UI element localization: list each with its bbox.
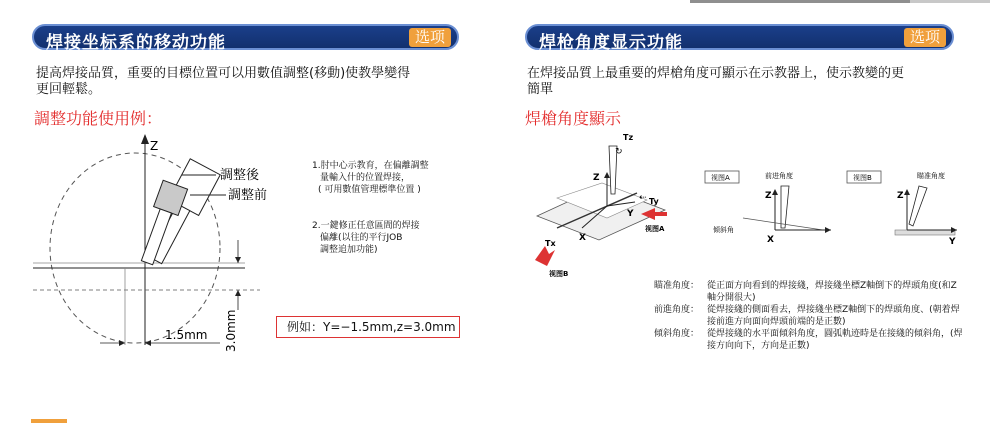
left-subheading: 調整功能使用例： xyxy=(34,109,163,128)
view-b-box-label: 视图B xyxy=(853,174,872,182)
z-axis-label: Z xyxy=(150,139,159,153)
definition-item: 傾斜角度： 從焊接綫的水平面傾斜角度，圓弧軌迹時是在接綫的傾斜角，(焊接方向向下，方向是正數) xyxy=(654,329,963,351)
left-option-tag: 选项 xyxy=(409,28,451,47)
top-edge-strip-light xyxy=(910,0,990,3)
view-a-box-label: 视图A xyxy=(711,174,730,182)
label-z: Z xyxy=(593,173,600,183)
label-ty: Ty xyxy=(649,197,659,206)
label-before: 調整前 xyxy=(228,188,268,203)
right-section-banner xyxy=(525,24,954,53)
left-banner-title: 焊接坐标系的移动功能 xyxy=(46,33,226,53)
angle-definitions xyxy=(654,280,964,352)
left-section-banner xyxy=(32,24,459,53)
dim-horizontal: 1.5mm xyxy=(165,328,208,342)
bottom-orange-mark xyxy=(31,419,67,423)
view-a-z: Z xyxy=(765,191,772,201)
dim-vertical: 3.0mm xyxy=(224,309,238,352)
right-subheading: 焊槍角度顯示 xyxy=(525,109,622,128)
example-box: 例如：Y=−1.5mm,z=3.0mm xyxy=(276,316,460,338)
aim-angle-label: 瞄准角度 xyxy=(917,172,945,180)
view-a-x: X xyxy=(767,235,774,245)
label-tx: Tx xyxy=(545,239,556,248)
right-banner-title: 焊枪角度显示功能 xyxy=(539,33,683,53)
definition-item: 前進角度： 從焊接綫的側面看去，焊接綫坐標Z軸倒下的焊頭角度、(朝着焊接前進方向面向焊頭前端的是正數) xyxy=(654,305,960,327)
left-intro-text: 提高焊接品質，重要的目標位置可以用數值調整(移動)使教學變得 更回輕鬆。 xyxy=(36,66,411,97)
label-tz: Tz xyxy=(623,133,634,142)
view-a-diagram xyxy=(703,168,838,263)
left-note-1: 1.肘中心示教育，在偏離調整 量輸入什的位置焊接， ( 可用數值管理標準位置 ) xyxy=(312,161,429,195)
view-b-label: 视图B xyxy=(549,270,569,278)
view-b-y: Y xyxy=(949,237,956,247)
torch-angle-diagram xyxy=(527,128,677,283)
svg-text:↻: ↻ xyxy=(615,147,623,157)
svg-text:⇠: ⇠ xyxy=(639,193,647,203)
left-note-2: 2.一鍵修正任意區間的焊接 偏離(以往的平行JOB 調整追加功能) xyxy=(312,221,420,255)
view-a-label: 视图A xyxy=(645,225,665,233)
tilt-angle-label: 倾斜角 xyxy=(713,226,734,234)
advance-angle-label: 前进角度 xyxy=(765,172,793,180)
view-b-diagram xyxy=(845,168,970,263)
view-b-arrow xyxy=(535,246,555,266)
definition-item: 瞄准角度： 從正面方向看到的焊接綫，焊接綫坐標Z軸倒下的焊頭角度(和Z軸分開很大) xyxy=(654,281,957,303)
right-intro-text: 在焊接品質上最重要的焊槍角度可顯示在示教器上，使示教變的更 簡單 xyxy=(527,66,905,97)
label-y: Y xyxy=(627,209,634,219)
label-x: X xyxy=(579,233,586,243)
coordinate-shift-diagram xyxy=(30,130,280,355)
label-after: 調整後 xyxy=(220,168,260,183)
view-b-z: Z xyxy=(897,191,904,201)
right-option-tag: 选项 xyxy=(904,28,946,47)
